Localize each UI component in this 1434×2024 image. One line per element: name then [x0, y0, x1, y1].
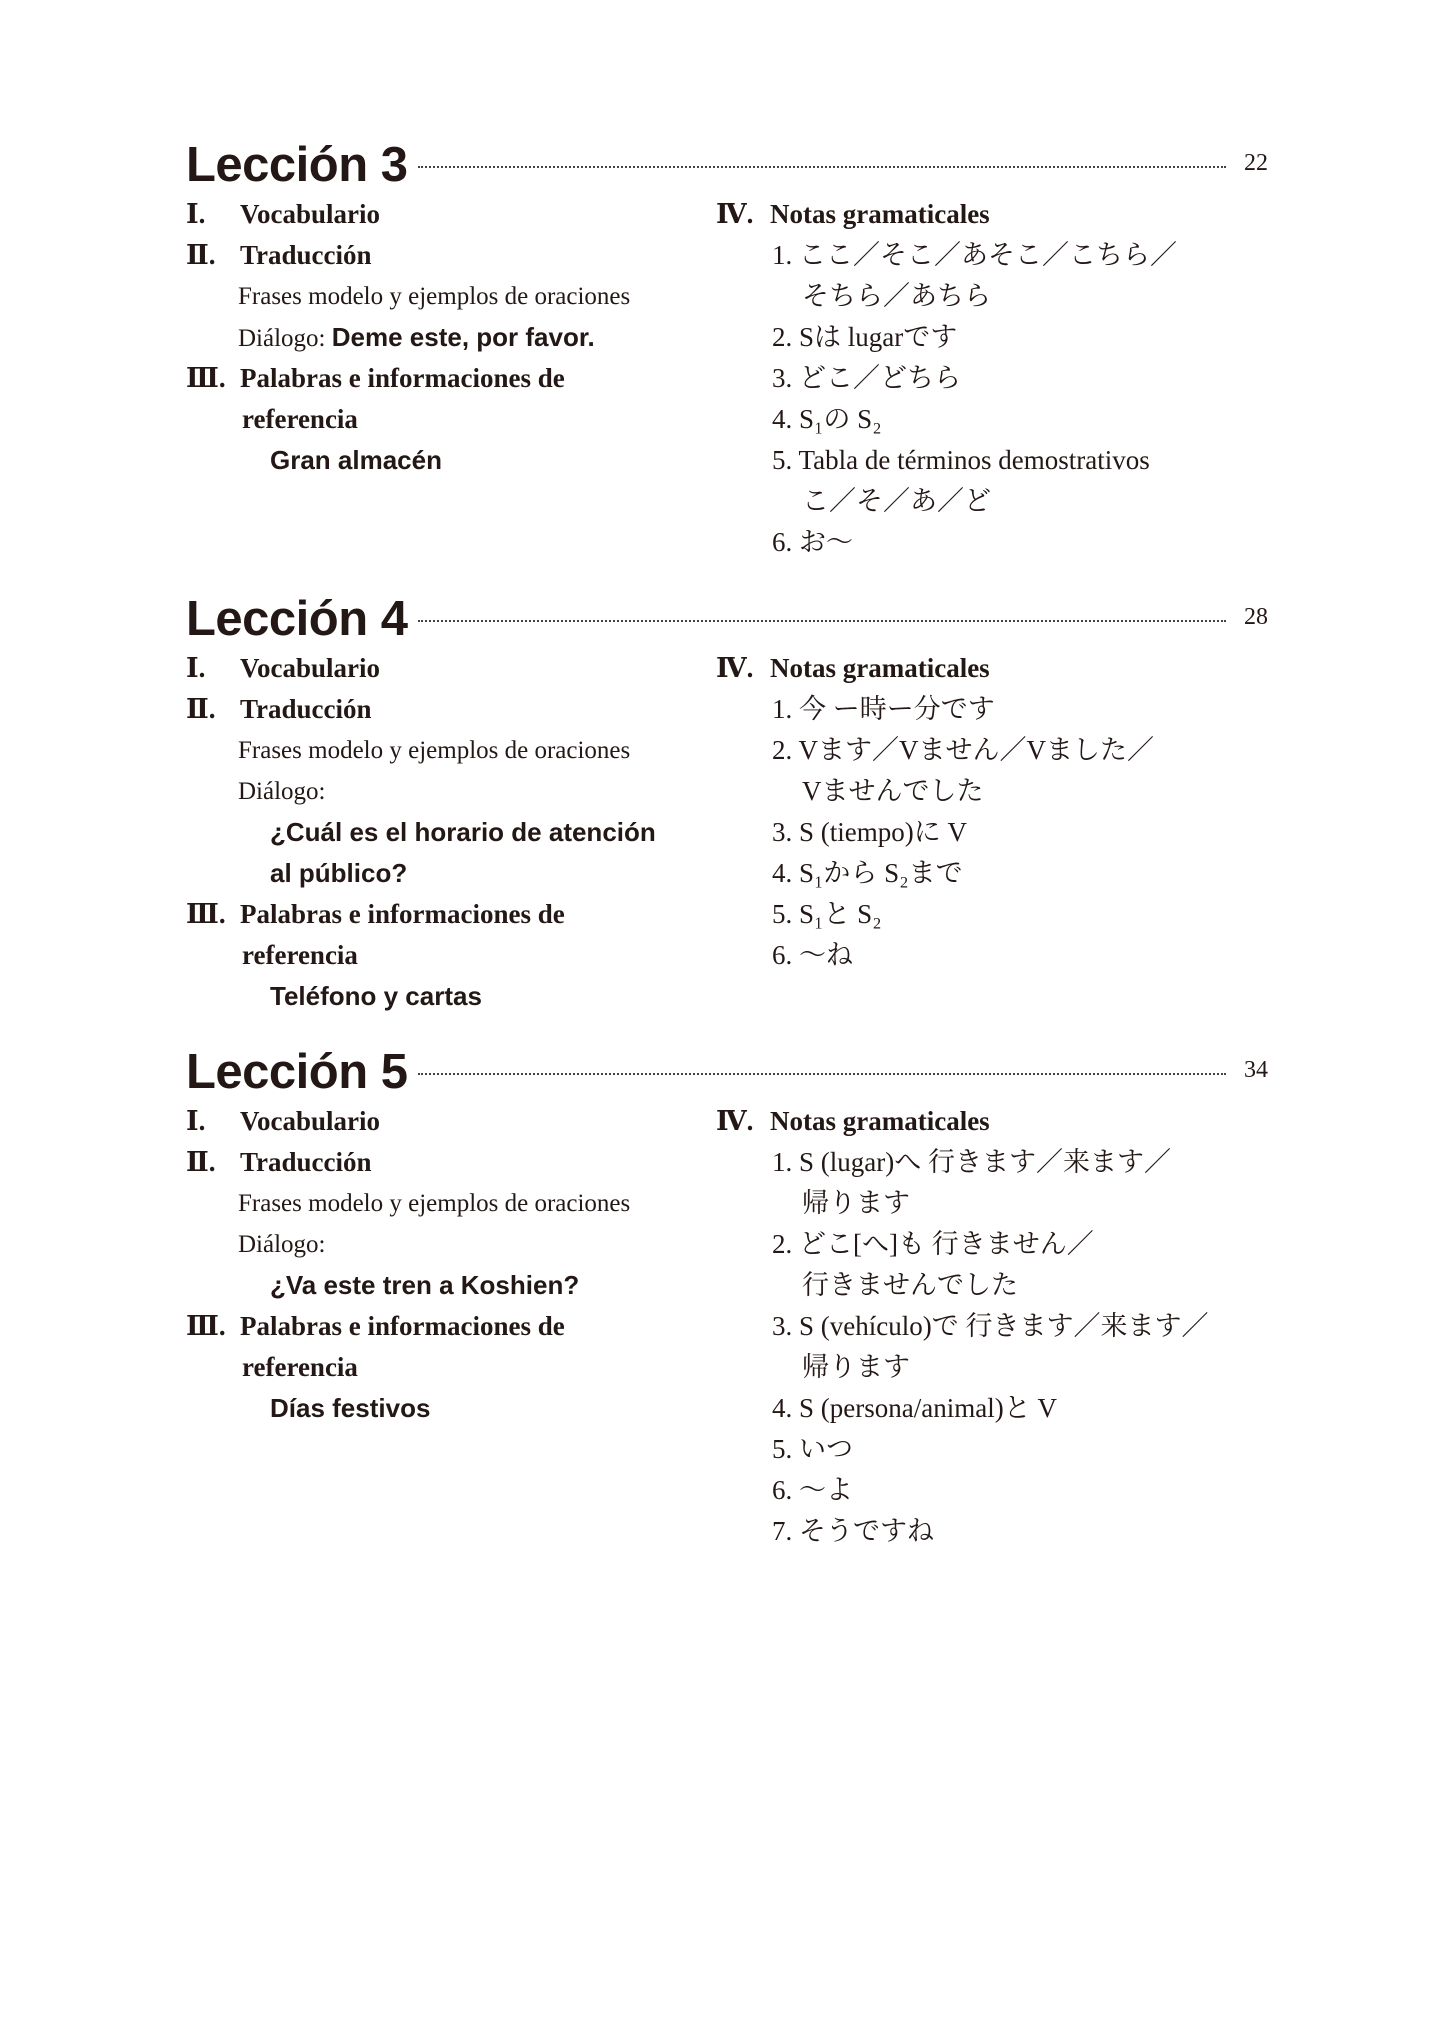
section-notas: Ⅳ. Notas gramaticales — [716, 199, 990, 229]
grammar-item: 2. Sは lugarです — [772, 322, 958, 352]
section-palabras-cont: referencia — [242, 404, 358, 434]
grammar-item: 5. S₁と S₂ — [772, 899, 882, 929]
dot-leader — [418, 620, 1226, 622]
grammar-item: 3. S (tiempo)に V — [772, 817, 967, 847]
dialogo-title-cont: al público? — [270, 858, 408, 888]
grammar-item: 7. そうですね — [772, 1516, 934, 1546]
page-number: 22 — [1244, 150, 1268, 176]
reference-title: Teléfono y cartas — [270, 981, 482, 1011]
section-notas: Ⅳ. Notas gramaticales — [716, 653, 990, 683]
dot-leader — [418, 1073, 1226, 1075]
lesson-5-entry — [186, 1043, 1268, 1546]
grammar-item-cont: 帰ります — [802, 1352, 910, 1382]
grammar-item: 6. お～ — [772, 527, 853, 557]
section-vocabulario: Ⅰ. Vocabulario — [186, 653, 381, 683]
lesson-header — [186, 1043, 1268, 1101]
lesson-title: Lección 5 — [186, 1045, 408, 1099]
grammar-item: 1. ここ／そこ／あそこ／こちら／ — [772, 240, 1177, 270]
section-palabras: Ⅲ. Palabras e informaciones de — [186, 1311, 565, 1341]
lesson-title: Lección 3 — [186, 138, 408, 192]
lesson-right-column — [716, 1101, 1276, 1552]
section-traduccion: Ⅱ. Traducción — [186, 694, 372, 724]
lesson-title: Lección 4 — [186, 592, 408, 646]
lesson-left-column — [186, 1101, 726, 1429]
grammar-item-cont: 行きませんでした — [802, 1270, 1018, 1300]
reference-title: Gran almacén — [270, 445, 442, 475]
lesson-4-entry — [186, 590, 1268, 1011]
frases-modelo: Frases modelo y ejemplos de oraciones — [238, 737, 631, 764]
dialogo-title: Deme este, por favor. — [331, 322, 595, 352]
section-palabras-cont: referencia — [242, 940, 358, 970]
section-notas: Ⅳ. Notas gramaticales — [716, 1106, 990, 1136]
grammar-item: 5. いつ — [772, 1434, 853, 1464]
grammar-item: 6. ～ね — [772, 940, 853, 970]
dialogo-title: ¿Va este tren a Koshien? — [270, 1270, 580, 1300]
grammar-item-cont: 帰ります — [802, 1188, 910, 1218]
lesson-left-column — [186, 194, 726, 481]
grammar-item-cont: Vませんでした — [802, 776, 984, 806]
dialogo-label: Diálogo: — [238, 778, 326, 805]
dialogo-label: Diálogo: — [238, 1231, 326, 1258]
dialogo-title: ¿Cuál es el horario de atención — [270, 817, 656, 847]
grammar-item: 3. どこ／どちら — [772, 363, 961, 393]
grammar-item: 2. どこ[へ]も 行きません／ — [772, 1229, 1094, 1259]
grammar-item-cont: こ／そ／あ／ど — [802, 486, 991, 516]
page-number: 34 — [1244, 1057, 1268, 1083]
section-palabras: Ⅲ. Palabras e informaciones de — [186, 363, 565, 393]
grammar-item: 4. S₁の S₂ — [772, 404, 882, 434]
grammar-item: 3. S (vehículo)で 行きます／来ます／ — [772, 1311, 1209, 1341]
section-traduccion: Ⅱ. Traducción — [186, 240, 372, 270]
lesson-header — [186, 136, 1268, 194]
section-vocabulario: Ⅰ. Vocabulario — [186, 1106, 381, 1136]
lesson-right-column — [716, 194, 1276, 563]
lesson-3-entry — [186, 136, 1268, 557]
section-palabras: Ⅲ. Palabras e informaciones de — [186, 899, 565, 929]
lesson-right-column — [716, 648, 1276, 976]
dot-leader — [418, 166, 1226, 168]
section-traduccion: Ⅱ. Traducción — [186, 1147, 372, 1177]
page-number: 28 — [1244, 604, 1268, 630]
frases-modelo: Frases modelo y ejemplos de oraciones — [238, 283, 631, 310]
grammar-item-cont: そちら／あちら — [802, 281, 991, 311]
dialogo: Diálogo: Deme este, por favor. — [238, 322, 595, 352]
grammar-item: 2. Vます／Vません／Vました／ — [772, 735, 1155, 765]
frases-modelo: Frases modelo y ejemplos de oraciones — [238, 1190, 631, 1217]
grammar-item: 4. S₁から S₂まで — [772, 858, 963, 888]
lesson-header — [186, 590, 1268, 648]
section-palabras-cont: referencia — [242, 1352, 358, 1382]
grammar-item: 1. S (lugar)へ 行きます／来ます／ — [772, 1147, 1171, 1177]
section-vocabulario: Ⅰ. Vocabulario — [186, 199, 381, 229]
grammar-item: 4. S (persona/animal)と V — [772, 1393, 1057, 1423]
grammar-item: 6. ～よ — [772, 1475, 853, 1505]
grammar-item: 1. 今 ー時ー分です — [772, 694, 995, 724]
reference-title: Días festivos — [270, 1393, 431, 1423]
grammar-item: 5. Tabla de términos demostrativos — [772, 445, 1150, 475]
lesson-left-column — [186, 648, 726, 1017]
